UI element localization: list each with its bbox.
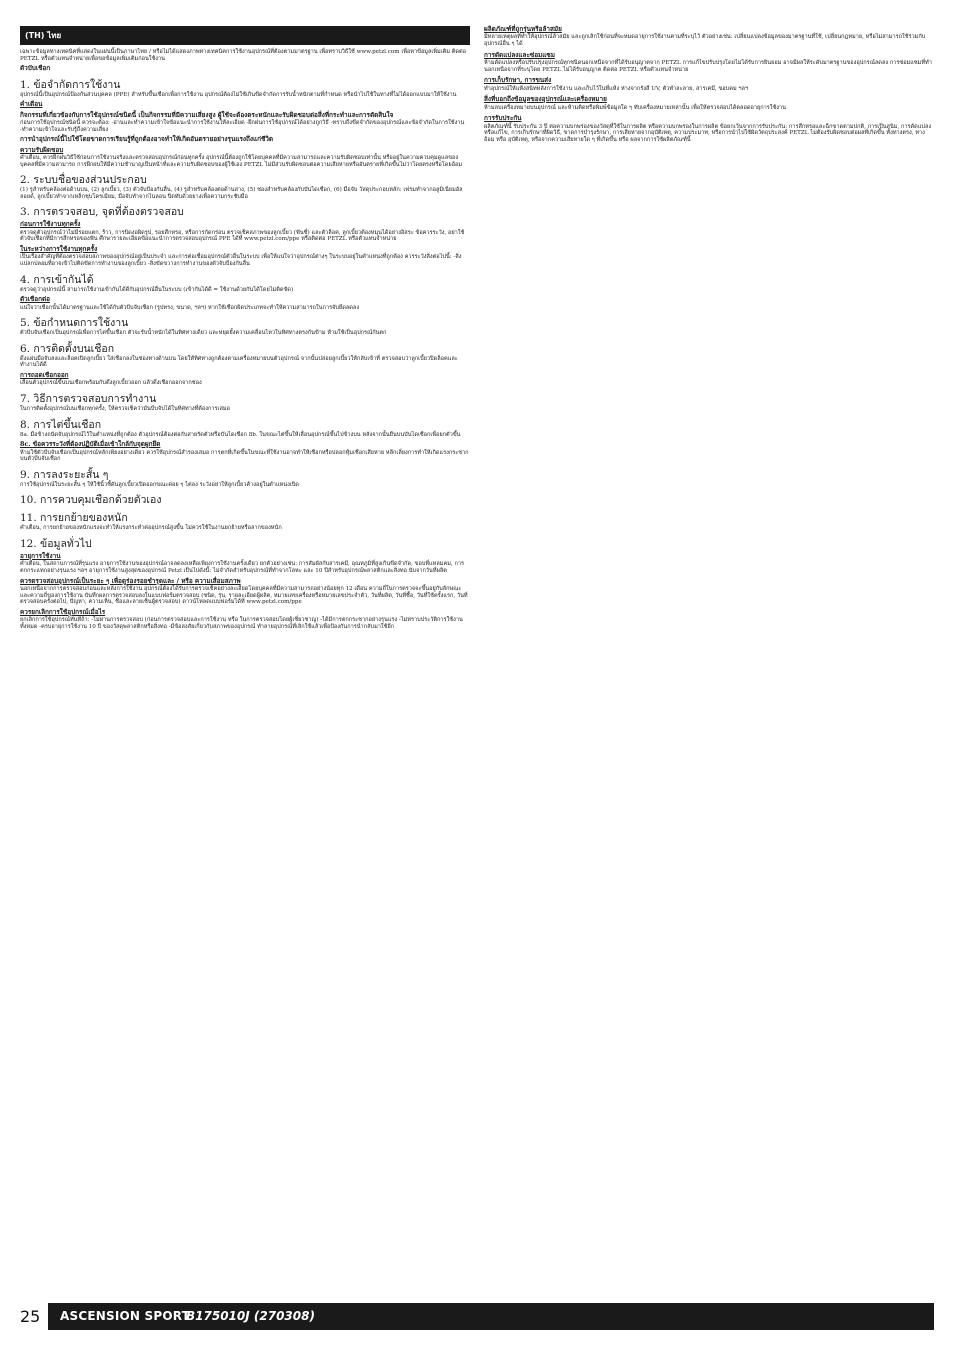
section-3-body-2: เป็นเรื่องสำคัญที่ต้องตรวจสอบสภาพของอุปกรณ์อยู่เป็นประจำ และการต่อเชื่อมอุปกรณ์ตัวอื่นในระบบ เพื่อให้แน่ใจว่าอุปกรณ์ต่างๆ ในระบบอยู่ในตำแหน่งที่ถูกต้อง ควรระวังสิ่งต่อไปนี้: -สิ่งแปลกปลอมที่อาจเข้าไปติดขัดการทำงานของลูกเบี้ยว -สิ่งขัดขวางการทำงานของตัวจับป้องกันลื่น [20, 254, 462, 267]
storage-body: ทำอุปกรณ์ให้แห้งสนิทหลังการใช้งาน และเก็บไว้ในที่แห้ง ห่างจากรังสี UV, ตัวทำละลาย, สารเคมี, ขอบคม ฯลฯ [484, 85, 749, 92]
responsibility-body: คำเตือน, ควรฝึกฝนวิธีใช้ก่อนการใช้งานจริงและตรวจสอบอุปกรณ์ก่อนทุกครั้ง อุปกรณ์นี้ต้องถูกใช้โดยบุคคลที่มีความสามารถและความรับผิดชอบเท่านั้น หรืออยู่ในความควบคุมดูแลของบุคคลที่มีความสามารถ การฝึกฝนให้มีความชำนาญเป็นหน้าที่และความรับผิดชอบของผู้ใช้เอง PETZL ไม่มีส่วนรับผิดชอบต่อความเสียหายหรืออันตรายที่เกิดขึ้นไม่ว่าโดยตรงหรือโดยอ้อม [20, 155, 463, 168]
section-3-heading-2: ในระหว่างการใช้งานทุกครั้ง [20, 244, 98, 253]
section-3-heading-1: ก่อนการใช้งานทุกครั้ง [20, 220, 81, 229]
section-5-title: 5. ข้อกำหนดการใช้งาน [20, 317, 129, 330]
section-12-heading-3: ควรยกเลิกการใช้อุปกรณ์เมื่อไร [20, 607, 106, 616]
page-number: 25 [20, 1307, 41, 1326]
section-12-title: 12. ข้อมูลทั่วไป [20, 537, 92, 550]
left-column [20, 26, 470, 631]
right-column [484, 26, 934, 144]
obsolescence-heading: ผลิตภัณฑ์ที่ถูกรุ่นหรือล้าสมัย [484, 25, 562, 33]
warning-body: ก่อนการใช้อุปกรณ์ชนิดนี้ ควรจะต้อง: -อ่านและทำความเข้าใจข้อแนะนำการใช้งานให้ละเอียด -ฝึกฝนการใช้อุปกรณ์ได้อย่างถูกวิธี -ทราบถึงขีดจำกัดของอุปกรณ์และข้อจำกัดในการใช้งาน -ทำความเข้าใจและรับรู้ถึงความเสี่ยง [20, 120, 465, 133]
intro-subheading: ตัวบับเชือก [20, 64, 51, 73]
modifications-body: ห้ามดัดแปลงหรือปรับปรุงอุปกรณ์ทุกชนิดนอกเหนือจากที่ได้รับอนุญาตจาก PETZL การแก้ไขปรับปรุงโดยไม่ได้รับการยินยอม อาจมีผลให้ระดับมาตรฐานของอุปกรณ์ลดลง การซ่อมแซมที่ทำนอกเหนือจากที่ระบุโดย PETZL ไม่ได้รับอนุญาต ติดต่อ PETZL หรือตัวแทนจำหน่าย [484, 60, 932, 73]
section-3-body-1: ตรวจดูตัวอุปกรณ์ว่าไม่มีรอยแตก, ร้าว, การบิดงอผิดรูป, รอยสึกหรอ, หรือการกัดกร่อน ตรวจเช็คสภาพของลูกเบี้ยว (ฟันซี่) และตัวล็อค, ลูกเบี้ยวต้องหมุนได้อย่างอิสระ ข้อควรระวัง, อย่าใช้ตัวจับเชือกที่มีการสึกหรอของฟัน ศึกษารายละเอียดข้อแนะนำการตรวจสอบอุปกรณ์ PPE ได้ที่ www.petzl.com/ppe หรือติดต่อ PETZL หรือตัวแทนจำหน่าย [20, 229, 465, 243]
section-12-heading-1: อายุการใช้งาน [20, 551, 61, 560]
section-9-body: การใช้อุปกรณ์ในระยะสั้น ๆ ให้ใช้นิ้วชี้ดันลูกเบี้ยวเปิดออกขณะค่อย ๆ ไต่ลง ระวังอย่าให้ลูกเบี้ยวค้างอยู่ในตำแหน่งเปิด [20, 481, 299, 488]
storage-heading: การเก็บรักษา, การขนส่ง [484, 76, 552, 85]
section-6-sub-body: เลื่อนตัวอุปกรณ์ขึ้นบนเชือกพร้อมกับดึงลูกเบี้ยวออก แล้วดึงเชือกออกจากช่อง [20, 380, 202, 387]
section-9-title: 9. การลงระยะสั้น ๆ [20, 468, 109, 481]
section-10-title: 10. การควบคุมเชือกด้วยตัวเอง [20, 494, 162, 507]
section-8-body: 8a. มือข้างถนัดจับอุปกรณ์ไว้ในตำแหน่งที่ถูกต้อง ตัวอุปกรณ์ต้องต่อกับสายรัดตัวหรือบันไดเชือก 8b. ในขณะไต่ขึ้นให้เลื่อนอุปกรณ์ขึ้นไปข้างบน หลังจากนั้นยืนบนบันไดเชือกเพื่อยกตัวขึ้น [20, 431, 461, 438]
section-1-body: อุปกรณ์นี้เป็นอุปกรณ์ป้องกันส่วนบุคคล (PPE) สำหรับขึ้นเชือกเพื่อการใช้งาน อุปกรณ์ต้องไม่ใช้เกินขีดจำกัดการรับน้ำหนักตามที่กำหนด หรือนำไปใช้ในทางที่ไม่ได้ออกแบบมาให้ใช้งาน [20, 91, 457, 98]
markings-heading: สิ่งที่บอกถึงข้อมูลของอุปกรณ์และเครื่องหมาย [484, 95, 607, 104]
warranty-heading: การรับประกัน [484, 114, 522, 123]
modifications-heading: การดัดแปลงและซ่อมแซม [484, 50, 555, 59]
section-12-body-3: ยกเลิกการใช้อุปกรณ์ทันทีถ้า: -ไม่ผ่านการตรวจสอบ (ก่อนการตรวจสอบและการใช้งาน หรือ ในการตรวจสอบโดยผู้เชี่ยวชาญ) -ได้มีการตกกระชากอย่างรุนแรง -ไม่ทราบประวัติการใช้งานทั้งหมด -ครบอายุการใช้งาน 10 ปี ของวัสดุพลาสติกหรือสิ่งทอ -มีข้อสงสัยเกี่ยวกับสภาพของอุปกรณ์ ทำลายอุปกรณ์ที่เลิกใช้แล้วเพื่อป้องกันการนำกลับมาใช้อีก [20, 617, 463, 630]
section-12-body-2: นอกเหนือจากการตรวจสอบก่อนและหลังการใช้งาน อุปกรณ์ต้องได้รับการตรวจเช็คอย่างละเอียดโดยบุคคลที่มีความสามารถอย่างน้อยทุก 12 เดือน ความถี่ในการตรวจจะขึ้นอยู่กับลักษณะและความถี่ของการใช้งาน บันทึกผลการตรวจสอบลงในแบบฟอร์มตรวจสอบ (ชนิด, รุ่น, รายละเอียดผู้ผลิต, หมายเลขเครื่องหรือหมายเลขประจำตัว, วันที่ผลิต, วันที่ซื้อ, วันที่ใช้ครั้งแรก, วันที่ตรวจสอบครั้งต่อไป, ปัญหา, ความเห็น, ชื่อและลายเซ็นผู้ตรวจสอบ) ดาวน์โหลดแบบฟอร์มได้ที่ www.petzl.com/ppe [20, 585, 468, 606]
warranty-body: ผลิตภัณฑ์นี้ รับประกัน 3 ปี ต่อความบกพร่องของวัสดุที่ใช้ในการผลิต หรือความบกพร่องในการผลิต ข้อยกเว้นจากการรับประกัน: การสึกหรอและฉีกขาดตามปกติ, การเป็นสนิม, การดัดแปลงหรือแก้ไข, การเก็บรักษาที่ผิดวิธี, ขาดการบำรุงรักษา, การเสียหายจากอุบัติเหตุ, ความประมาท, หรือการนำไปใช้ผิดวัตถุประสงค์ PETZL ไม่ต้องรับผิดชอบต่อผลที่เกิดขึ้น ทั้งทางตรง, ทางอ้อม หรือ อุบัติเหตุ, หรือจากความเสียหายใด ๆ ที่เกิดขึ้น หรือ ผลจากการใช้ผลิตภัณฑ์นี้ [484, 123, 932, 143]
footer-bar [48, 1303, 934, 1330]
intro-text: เฉพาะข้อมูลทางเทคนิคที่แสดงในแผ่นนี้เป็นภาษาไทย / หรือไม่ได้แสดงภาพทางเทคนิคการใช้งานอุปกรณ์ที่ต้องตามมาตรฐาน เพื่อทราบวิธีใช้ www.petzl.com เพื่อหาข้อมูลเพิ่มเติม ติดต่อ PETZL หรือตัวแทนจำหน่ายเพื่อขอข้อมูลเพิ่มเติมก่อนใช้งาน [20, 49, 466, 62]
language-header: (TH) ไทย [20, 26, 470, 45]
page-footer [20, 1303, 934, 1330]
responsibility-heading: ความรับผิดชอบ [20, 145, 64, 154]
section-8-title: 8. การไต่ขึ้นเชือก [20, 418, 102, 431]
section-4-title: 4. การเข้ากันได้ [20, 273, 94, 286]
section-11-title: 11. การยกย้ายของหนัก [20, 512, 128, 525]
markings-body: ห้ามลบเครื่องหมายบนอุปกรณ์ และห้ามติดหรือพิมพ์ข้อมูลใด ๆ ทับเครื่องหมายเหล่านั้น เพื่อให้ตรวจสอบได้ตลอดอายุการใช้งาน [484, 104, 786, 111]
obsolescence-body: มีหลายเหตุผลที่ทำให้อุปกรณ์ล้าสมัย และถูกเลิกใช้ก่อนที่จะหมดอายุการใช้งานตามที่ระบุไว้ ตัวอย่างเช่น: เปลี่ยนแปลงข้อมูลของมาตรฐานที่ใช้, เปลี่ยนกฎหมาย, หรือไม่สามารถใช้ร่วมกับอุปกรณ์อื่น ๆ ได้ [484, 34, 926, 47]
section-2-body: (1) รูสำหรับคล้องต่อด้านบน, (2) ลูกเบี้ยว, (3) ตัวจับป้องกันลื่น, (4) รูสำหรับคล้องต่อด้านล่าง, (5) ช่องสำหรับคล้องกับบันไดเชือก, (6) มือจับ วัสดุประกอบหลัก: เฟรมทำจากอลูมิเนียมอัลลอยด์, ลูกเบี้ยวทำจากเหล็กชุบโครเมียม, มือจับทำจากไนลอน ปิดทับด้วยยางเพื่อความกระชับมือ [20, 187, 463, 200]
section-4-heading: ตัวเชือกต่อ [20, 295, 50, 304]
section-7-title: 7. วิธีการตรวจสอบการทำงาน [20, 392, 157, 405]
section-7-body: ในการติดตั้งอุปกรณ์บนเชือกทุกครั้ง, ให้ตรวจเช็คว่ามันบีบจับได้ในทิศทางที่ต้องการเสมอ [20, 405, 230, 412]
warning-heading: คำเตือน [20, 100, 43, 109]
section-1-title: 1. ข้อจำกัดการใช้งาน [20, 78, 121, 91]
section-2-title: 2. ระบบชื่อของส่วนประกอบ [20, 174, 147, 187]
document-reference: B175010J (270308) [186, 1309, 315, 1323]
section-8-heading: 8c. ข้อควรระวังที่ต้องปฏิบัติเมื่อเข้าใกล้กับจุดผูกยึด [20, 440, 161, 449]
section-4-body: ตรวจดูว่าอุปกรณ์นี้ สามารถใช้งานเข้ากันได้ดีกับอุปกรณ์อื่นในระบบ (เข้ากันได้ดี = ใช้งานด้วยกันได้โดยไม่ติดขัด) [20, 286, 294, 293]
section-8-sub-body: ห้ามใช้ตัวบีบจับเชือกเป็นอุปกรณ์หลักเพียงอย่างเดียว ควรใช้อุปกรณ์สำรองเสมอ การตกที่เกิดขึ้นในขณะที่ใช้งานอาจทำให้เชือกหรือปลอกหุ้มเชือกเสียหาย หลีกเลี่ยงการทำให้เกิดแรงกระชากบนตัวบีบจับเชือก [20, 449, 469, 463]
section-6-body: ดึงแผ่นมือจับลงและล็อคเปิดลูกเบี้ยว ใส่เชือกลงในช่องทางด้านบน โดยให้ทิศทางถูกต้องตามเครื่องหมายบนตัวอุปกรณ์ จากนั้นปล่อยลูกเบี้ยวให้กลับเข้าที่ ตรวจสอบว่าลูกเบี้ยวปิดล็อคและทำงานได้ดี [20, 355, 458, 369]
warning-bold-2: การนำอุปกรณ์นี้ไปใช้โดยขาดการเรียนรู้ที่ถูกต้องอาจทำให้เกิดอันตรายอย่างรุนแรงถึงแก่ชีวิต [20, 135, 274, 144]
warning-bold-1: กิจกรรมที่เกี่ยวข้องกับการใช้อุปกรณ์ชนิดนี้ เป็นกิจกรรมที่มีความเสี่ยงสูง ผู้ใช้จะต้องตระหนักและรับผิดชอบต่อสิ่งที่กระทำและการตัดสินใจ [20, 110, 394, 119]
section-11-body: คำเตือน, การยกย้ายของหนักแรงจะทำให้แรงกระทำต่ออุปกรณ์สูงขึ้น ไม่ควรใช้ในงานยกย้ายหรือลากของหนัก [20, 525, 282, 532]
product-name: ASCENSION SPORT [60, 1309, 191, 1323]
section-5-body: ตัวบีบจับเชือกเป็นอุปกรณ์เพื่อการไต่ขึ้นเชือก ตัวจะรับน้ำหนักได้ในทิศทางเดียว และหยุดยั้งความเคลื่อนไหวในทิศทางตรงกันข้าม ห้ามใช้เป็นอุปกรณ์กันตก [20, 330, 387, 337]
section-4-sub-body: แน่ใจว่าเชือกนั้นได้มาตรฐานและใช้ได้กับตัวบีบจับเชือก (รูปทรง, ขนาด, ฯลฯ) หากใช้เชือกผิดประเภทจะทำให้ความสามารถในการจับยึดลดลง [20, 304, 360, 311]
section-12-heading-2: ควรตรวจสอบอุปกรณ์เป็นระยะ ๆ เพื่อดูร่องรอยชำรุดและ / หรือ ความเสื่อมสภาพ [20, 576, 241, 585]
section-12-body-1: คำเตือน, ในสถานการณ์ที่รุนแรง อายุการใช้งานของอุปกรณ์อาจลดลงเหลือเพียงการใช้งานครั้งเดียว ยกตัวอย่างเช่น: การสัมผัสกับสารเคมี, อุณหภูมิที่สูงเกินขีดจำกัด, ขอบที่แหลมคม, การตกกระแทกอย่างรุนแรง ฯลฯ อายุการใช้งานสูงสุดของอุปกรณ์ Petzl เป็นไปดังนี้: ไม่จำกัดสำหรับอุปกรณ์ที่ทำจากโลหะ และ 10 ปีสำหรับอุปกรณ์พลาสติกและสิ่งทอ นับจากวันที่ผลิต [20, 561, 464, 574]
section-6-heading: การถอดเชือกออก [20, 370, 69, 379]
section-3-title: 3. การตรวจสอบ, จุดที่ต้องตรวจสอบ [20, 206, 184, 219]
section-6-title: 6. การติดตั้งบนเชือก [20, 342, 115, 355]
